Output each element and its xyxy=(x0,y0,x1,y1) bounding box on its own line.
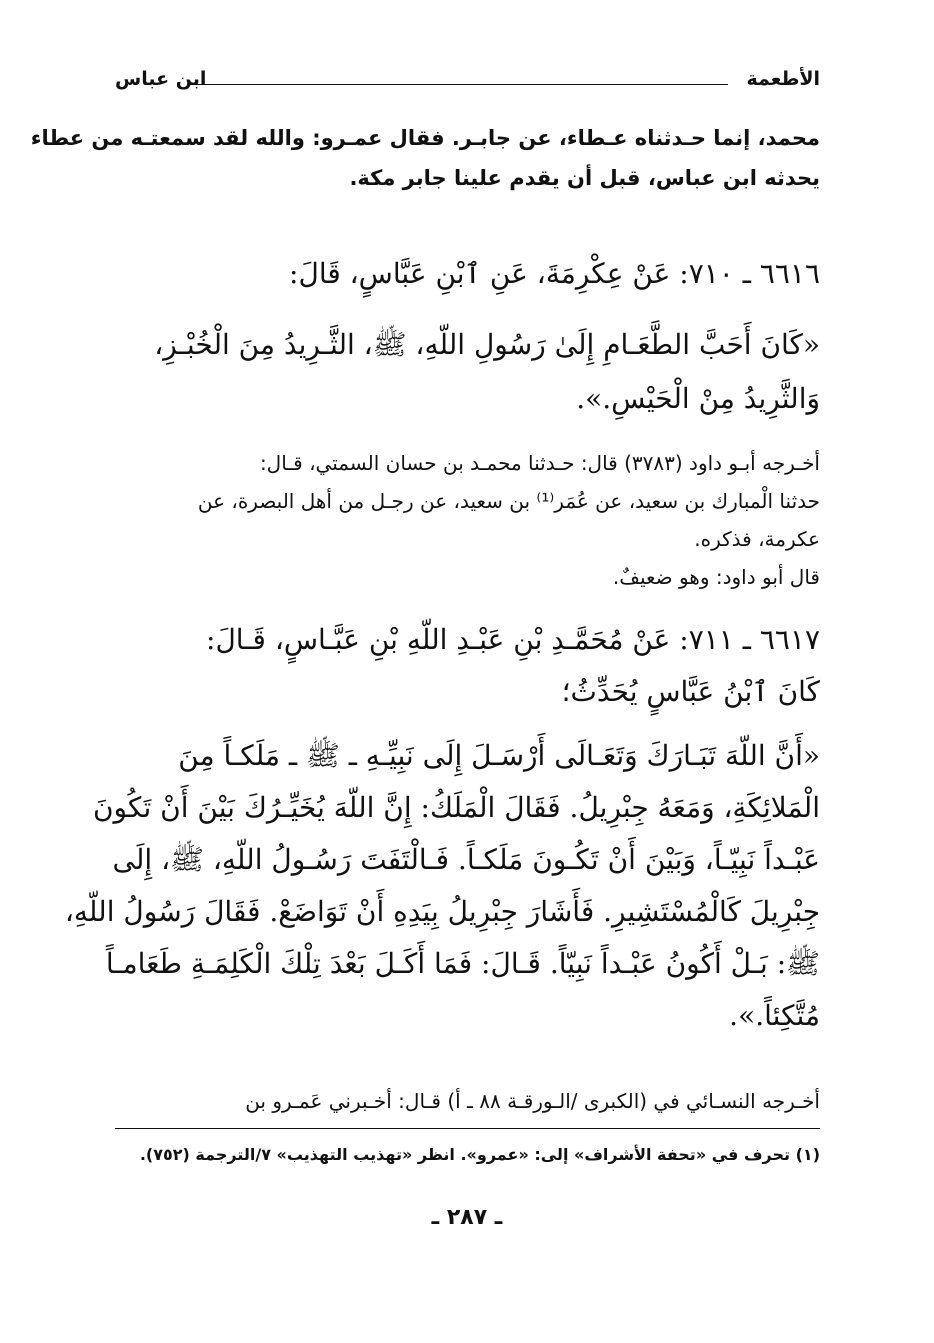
takhrij-line: حدثنا الْمبارك بن سعيد، عن عُمَر⁽¹⁾ بن سعيد، عن رجـل من أهل البصرة، عن xyxy=(197,489,820,513)
grading-line: قال أبو داود: وهو ضعيفٌ. xyxy=(612,565,820,589)
takhrij-line: أخـرجه أبـو داود (٣٧٨٣) قال: حـدثنا محمـد بن حسان السمتي، قـال: xyxy=(259,451,820,475)
footnote xyxy=(115,1140,820,1170)
intro-paragraph xyxy=(30,118,820,198)
hadith-text-line: جِبْرِيلَ كَالْمُسْتَشِيرِ. فَأَشَارَ جِبْرِيلُ بِيَدِهِ أَنْ تَوَاضَعْ. فَقَالَ رَسُولُ اللّهِ، xyxy=(64,895,820,928)
hadith-text-line: «كَانَ أَحَبَّ الطَّعَـامِ إِلَىٰ رَسُولِ اللّهِ، ﷺ، الثَّـرِيدُ مِنَ الْخُبْـزِ، xyxy=(154,328,820,361)
intro-line: محمد، إنما حـدثناه عـطاء، عن جابـر. فقال عمـرو: والله لقد سمعتـه من عطاء xyxy=(30,126,820,150)
hadith-text-line: «أَنَّ اللّهَ تَبَـارَكَ وَتَعَـالَى أَرْسَـلَ إِلَى نَبِيِّـهِ ـ ﷺ ـ مَلَكـاً مِنَ xyxy=(178,739,820,772)
page-number: ـ ٢٨٧ ـ xyxy=(431,1205,503,1230)
hadith-710-heading xyxy=(115,252,820,296)
hadith-711-heading xyxy=(115,614,820,718)
running-header xyxy=(115,62,820,102)
hadith-text-line: الْمَلائِكَةِ، وَمَعَهُ جِبْرِيلُ. فَقَالَ الْمَلَكُ: إِنَّ اللّهَ يُخَيِّـرُكَ بَيْنَ أَنْ تَكُونَ xyxy=(92,791,820,824)
hadith-heading-line: ٦٦١٧ ـ ٧١١: عَنْ مُحَمَّـدِ بْنِ عَبْـدِ اللّهِ بْنِ عَبَّـاسٍ، قَـالَ: xyxy=(206,623,820,656)
takhrij-line: أخـرجه النسـائي في (الكبرى /الـورقـة ٨٨ ـ أ) قـال: أخـبرني عَمـرو بن xyxy=(245,1089,820,1113)
footnote-line: (١) تحرف في «تحفة الأشراف» إلى: «عمرو». انظر «تهذيب التهذيب» ٧/الترجمة (٧٥٢). xyxy=(139,1145,820,1164)
hadith-text-line: مُتَّكِئاً.». xyxy=(729,999,820,1032)
section-title: ابن عباس xyxy=(115,68,207,90)
intro-line: يحدثه ابن عباس، قبل أن يقدم علينا جابر مكة. xyxy=(349,166,820,190)
hadith-710-text xyxy=(115,318,820,426)
hadith-heading-line: ٦٦١٦ ـ ٧١٠: عَنْ عِكْرِمَةَ، عَنِ ٱبْنِ عَبَّاسٍ، قَالَ: xyxy=(289,257,820,290)
hadith-711-takhrij xyxy=(115,1082,820,1120)
hadith-711-text xyxy=(64,730,820,1042)
hadith-710-takhrij xyxy=(115,444,820,596)
footnote-divider xyxy=(115,1128,820,1129)
chapter-title: الأطعمة xyxy=(746,68,820,90)
hadith-text-line: ﷺ: بَـلْ أَكُونُ عَبْـداً نَبِيّاً. قَـالَ: فَمَا أَكَـلَ بَعْدَ تِلْكَ الْكَلِمَـةِ طَعَامـاً xyxy=(105,947,820,980)
takhrij-line: عكرمة، فذكره. xyxy=(694,527,820,551)
hadith-text-line: وَالثَّرِيدُ مِنْ الْحَيْسِ.». xyxy=(576,382,820,415)
hadith-heading-line: كَانَ ٱبْنُ عَبَّاسٍ يُحَدِّثُ؛ xyxy=(561,675,820,708)
header-rule xyxy=(187,84,728,85)
hadith-text-line: عَبْـداً نَبِيّـاً، وَبَيْنَ أَنْ تَكُـونَ مَلَكـاً. فَـالْتَفَتَ رَسُـولُ اللّهِ، ﷺ، إِلَى xyxy=(112,843,820,876)
